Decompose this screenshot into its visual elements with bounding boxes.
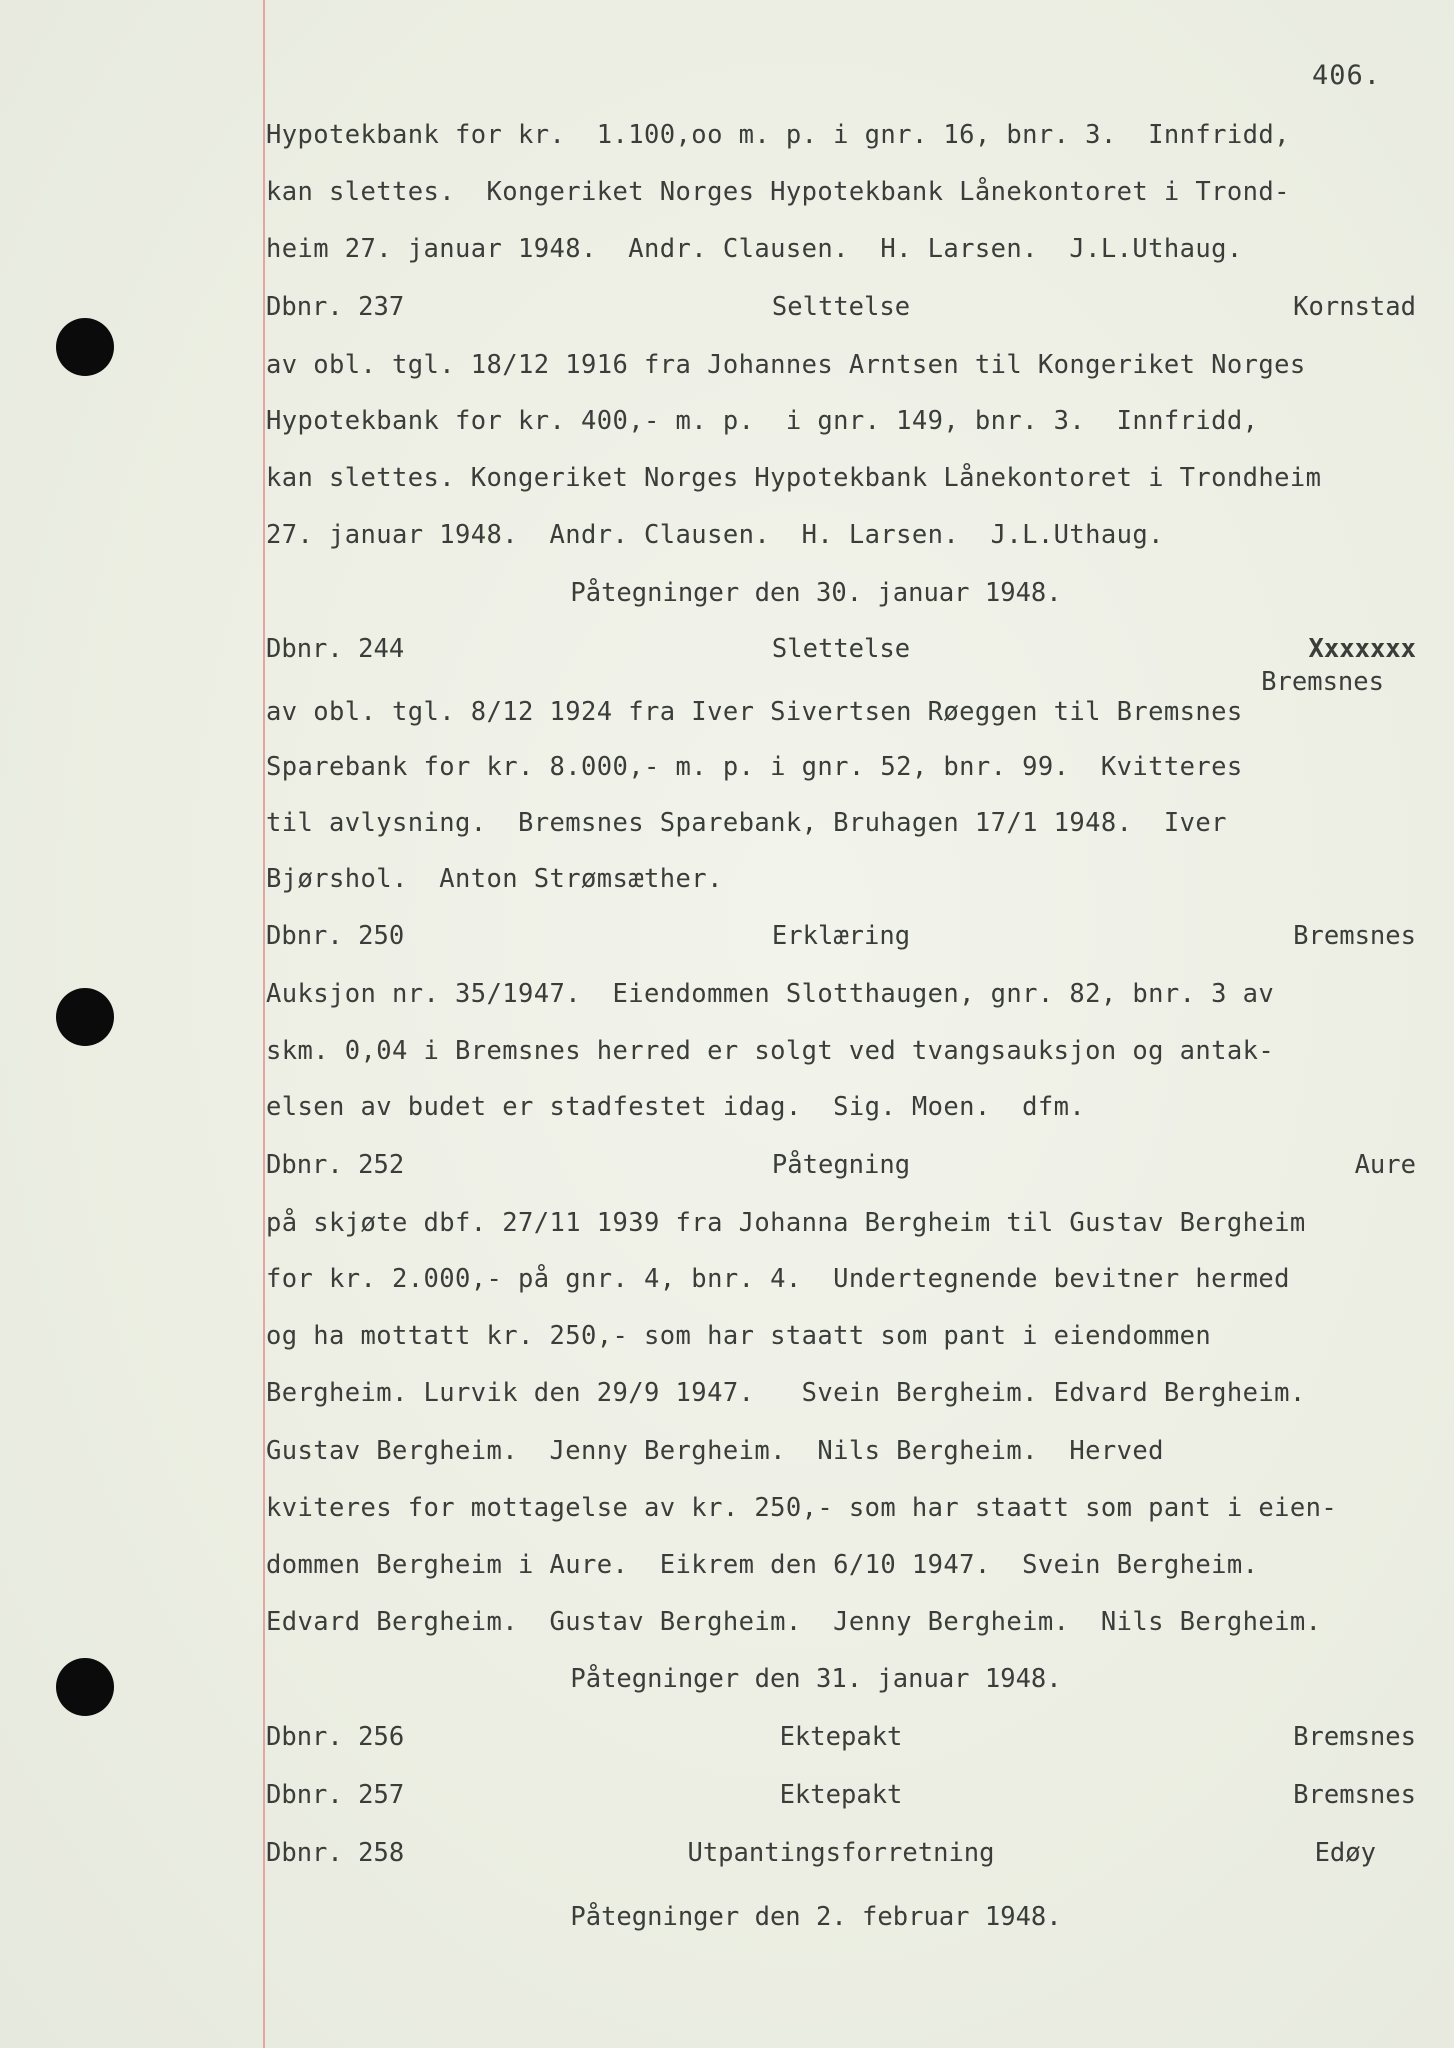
entry-place: Bremsnes: [1293, 1780, 1416, 1810]
text-line: for kr. 2.000,- på gnr. 4, bnr. 4. Undertegnende bevitner hermed: [266, 1264, 1290, 1294]
punch-hole-middle: [56, 988, 114, 1046]
text-line: dommen Bergheim i Aure. Eikrem den 6/10 1947. Svein Bergheim.: [266, 1550, 1259, 1580]
entry-row-250: [266, 921, 1416, 955]
text-line: av obl. tgl. 8/12 1924 fra Iver Sivertsen Røeggen til Bremsnes: [266, 697, 1243, 727]
entry-type: Erklæring: [771, 921, 911, 951]
red-margin-line: [263, 0, 265, 2048]
dbnr-label: Dbnr. 256: [266, 1722, 405, 1752]
entry-place: Bremsnes: [1293, 921, 1416, 951]
punch-hole-top: [56, 318, 114, 376]
punch-hole-bottom: [56, 1658, 114, 1716]
date-heading: Påtegninger den 30. januar 1948.: [570, 578, 1062, 608]
entry-type: Selttelse: [771, 292, 911, 322]
text-line: på skjøte dbf. 27/11 1939 fra Johanna Bergheim til Gustav Bergheim: [266, 1208, 1306, 1238]
text-line: Hypotekbank for kr. 400,- m. p. i gnr. 149, bnr. 3. Innfridd,: [266, 406, 1259, 436]
entry-type: Påtegning: [771, 1150, 911, 1180]
entry-place: Bremsnes: [1293, 1722, 1416, 1752]
dbnr-label: Dbnr. 258: [266, 1838, 405, 1868]
entry-place: Bremsnes: [1261, 667, 1384, 697]
struck-place: Xxxxxxx: [1308, 634, 1416, 664]
dbnr-label: Dbnr. 237: [266, 292, 405, 322]
text-line: heim 27. januar 1948. Andr. Clausen. H. Larsen. J.L.Uthaug.: [266, 234, 1243, 264]
text-line: Edvard Bergheim. Gustav Bergheim. Jenny Bergheim. Nils Bergheim.: [266, 1607, 1322, 1637]
entry-type: Utpantingsforretning: [687, 1838, 995, 1868]
text-line: Bjørshol. Anton Strømsæther.: [266, 864, 723, 894]
text-line: kan slettes. Kongeriket Norges Hypotekbank Lånekontoret i Trondheim: [266, 463, 1322, 493]
entry-row-252: [266, 1150, 1416, 1184]
entry-type: Slettelse: [771, 634, 911, 664]
entry-type: Ektepakt: [779, 1722, 903, 1752]
text-line: Gustav Bergheim. Jenny Bergheim. Nils Bergheim. Herved: [266, 1436, 1164, 1466]
entry-row-257: [266, 1780, 1416, 1814]
text-line: til avlysning. Bremsnes Sparebank, Bruhagen 17/1 1948. Iver: [266, 808, 1227, 838]
date-heading: Påtegninger den 31. januar 1948.: [570, 1664, 1062, 1694]
dbnr-label: Dbnr. 250: [266, 921, 405, 951]
entry-place: Aure: [1354, 1150, 1416, 1180]
text-line: Auksjon nr. 35/1947. Eiendommen Slotthaugen, gnr. 82, bnr. 3 av: [266, 979, 1275, 1009]
entry-row-244: [266, 634, 1416, 668]
entry-type: Ektepakt: [779, 1780, 903, 1810]
entry-place: Edøy: [1314, 1838, 1376, 1868]
dbnr-label: Dbnr. 252: [266, 1150, 405, 1180]
text-line: skm. 0,04 i Bremsnes herred er solgt ved tvangsauksjon og antak-: [266, 1036, 1275, 1066]
text-line: kan slettes. Kongeriket Norges Hypotekbank Lånekontoret i Trond-: [266, 177, 1290, 207]
text-line: Sparebank for kr. 8.000,- m. p. i gnr. 52, bnr. 99. Kvitteres: [266, 752, 1243, 782]
text-line: 27. januar 1948. Andr. Clausen. H. Larsen. J.L.Uthaug.: [266, 520, 1164, 550]
dbnr-label: Dbnr. 244: [266, 634, 405, 664]
entry-row-258: [266, 1838, 1416, 1872]
text-line: elsen av budet er stadfestet idag. Sig. Moen. dfm.: [266, 1092, 1086, 1122]
entry-row-256: [266, 1722, 1416, 1756]
text-line: Bergheim. Lurvik den 29/9 1947. Svein Bergheim. Edvard Bergheim.: [266, 1378, 1306, 1408]
text-line: Hypotekbank for kr. 1.100,oo m. p. i gnr. 16, bnr. 3. Innfridd,: [266, 120, 1290, 150]
dbnr-label: Dbnr. 257: [266, 1780, 405, 1810]
entry-row-237: [266, 292, 1416, 326]
entry-place: Kornstad: [1293, 292, 1416, 322]
page-number: 406.: [1312, 60, 1382, 91]
text-line: kviteres for mottagelse av kr. 250,- som har staatt som pant i eien-: [266, 1493, 1338, 1523]
text-line: og ha mottatt kr. 250,- som har staatt som pant i eiendommen: [266, 1321, 1212, 1351]
text-line: av obl. tgl. 18/12 1916 fra Johannes Arntsen til Kongeriket Norges: [266, 350, 1306, 380]
date-heading: Påtegninger den 2. februar 1948.: [570, 1902, 1062, 1932]
